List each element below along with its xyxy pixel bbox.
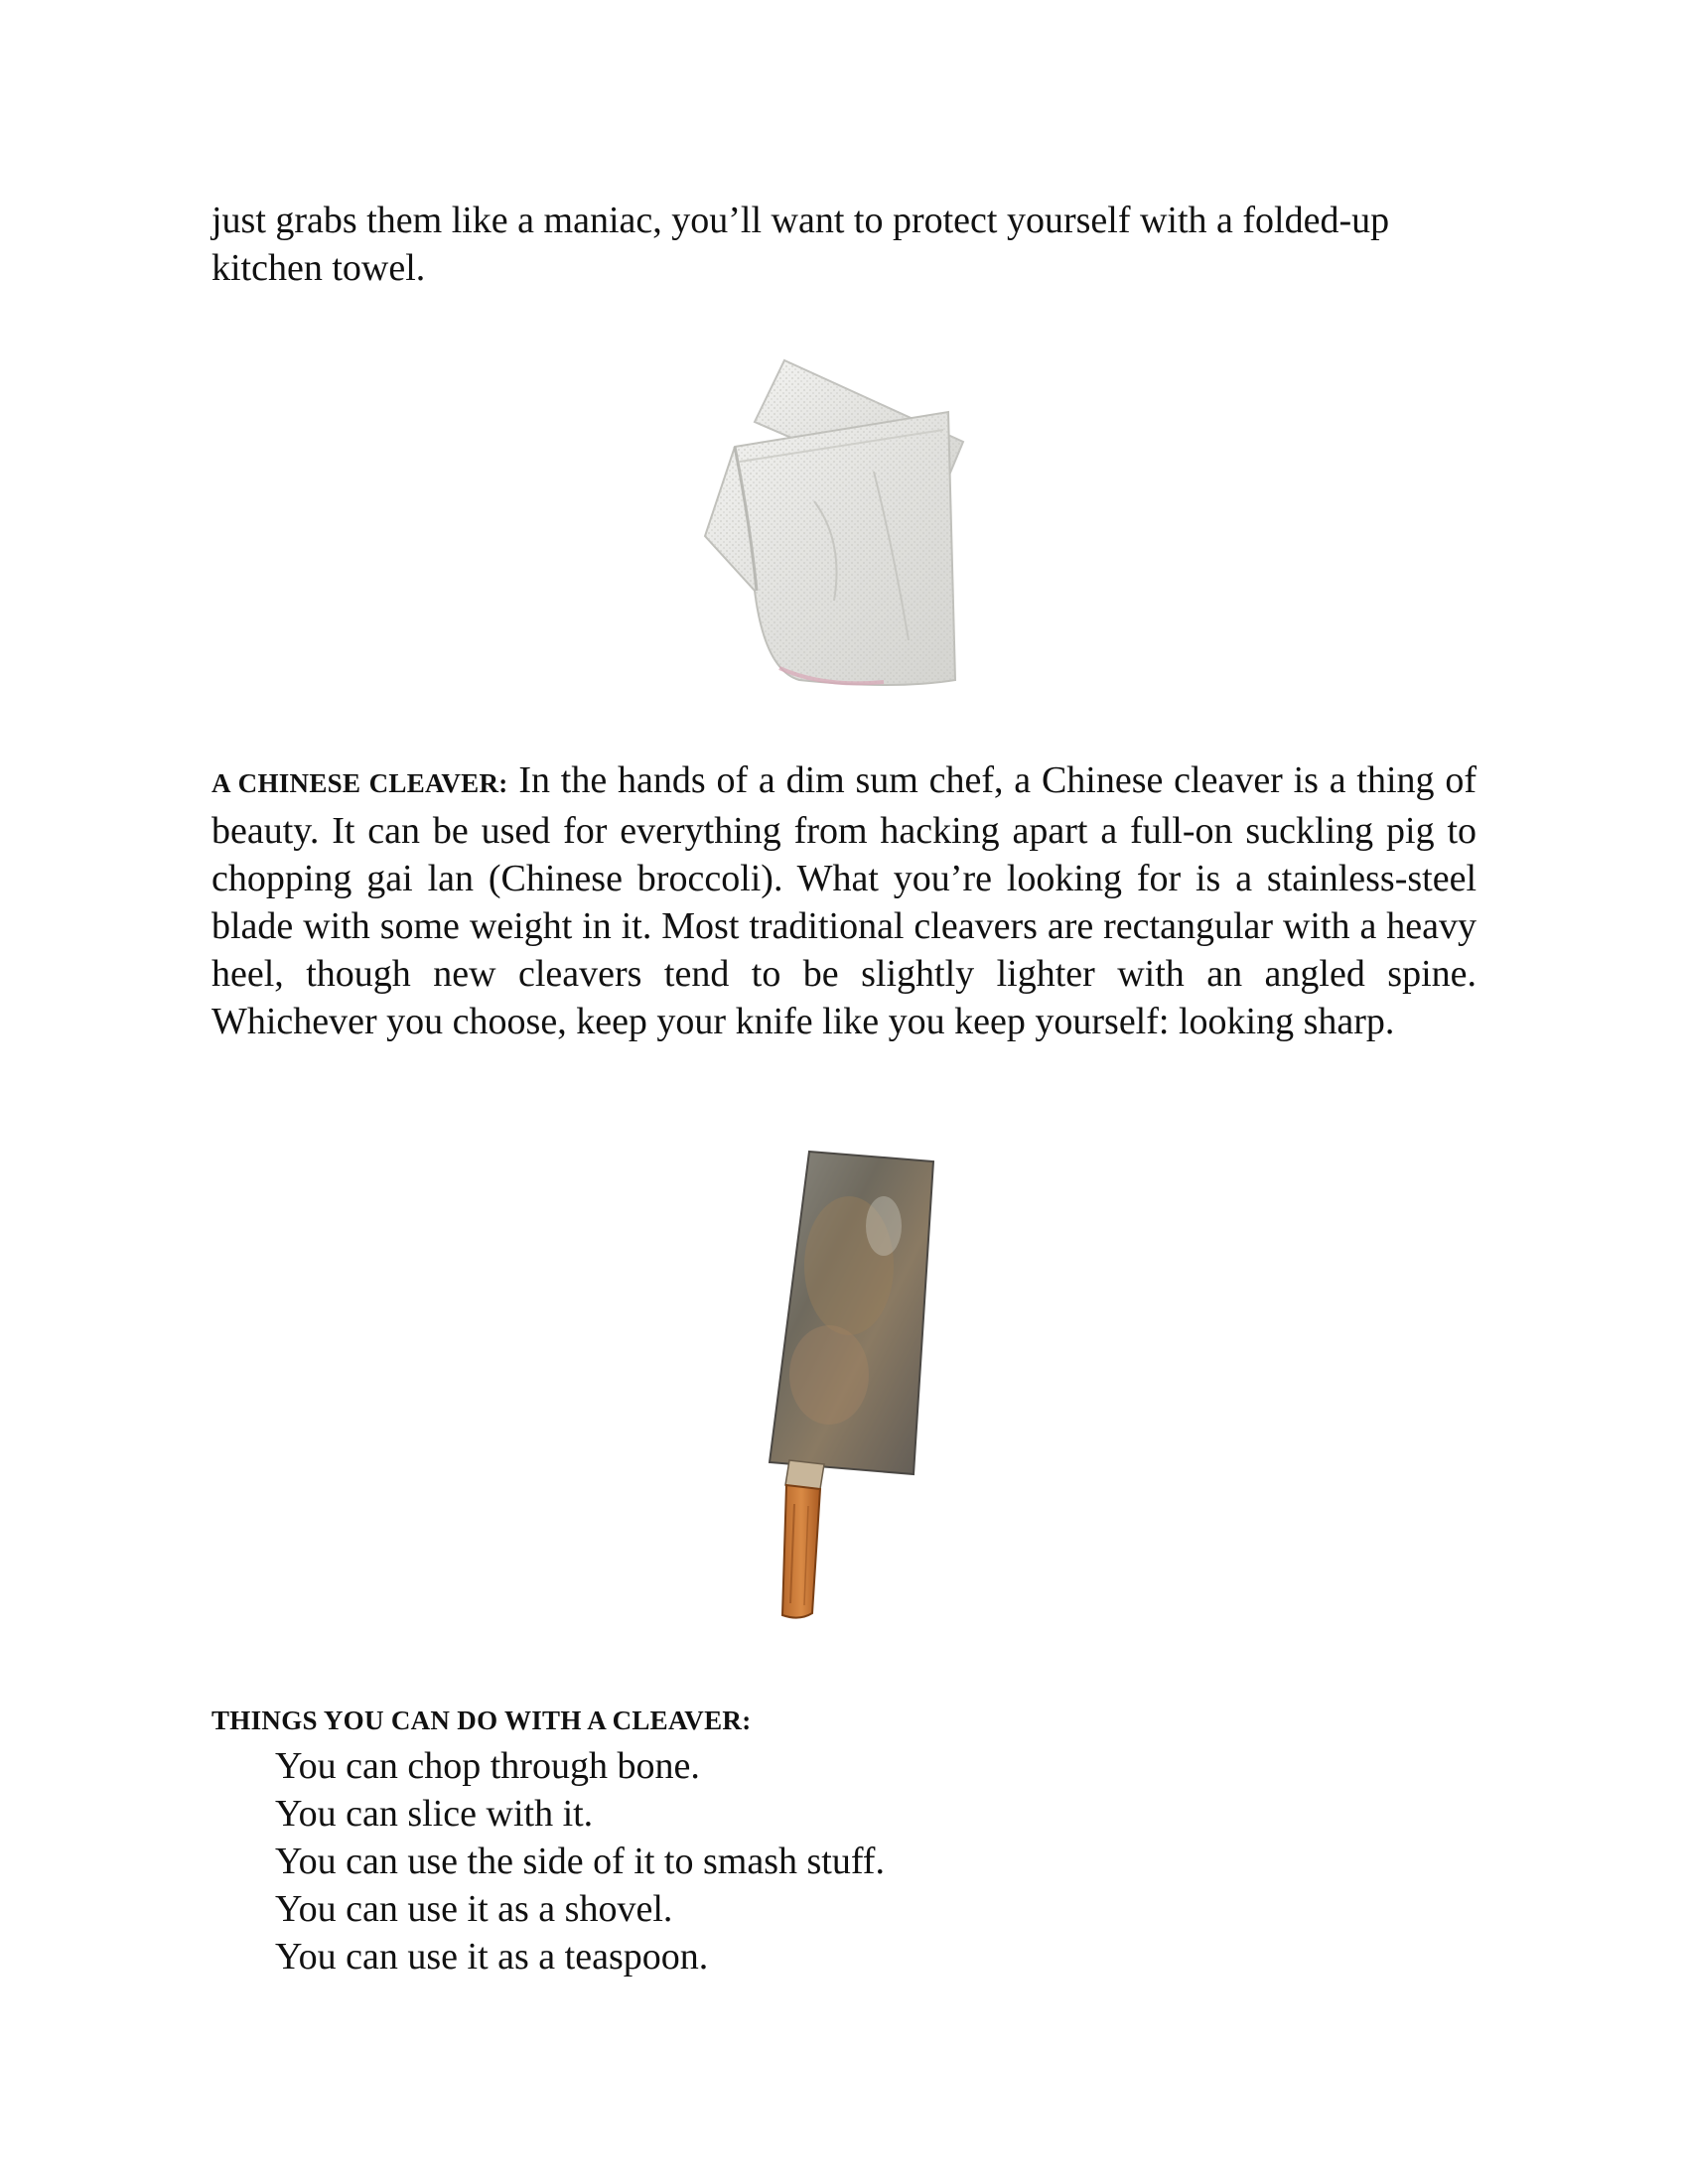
list-item: You can chop through bone. (275, 1745, 700, 1787)
cleaver-paragraph (211, 756, 1477, 1045)
list-item: You can use it as a shovel. (275, 1888, 673, 1930)
list-item: You can use the side of it to smash stuff. (275, 1841, 885, 1882)
folded-towel-image (695, 352, 973, 690)
things-heading: THINGS YOU CAN DO WITH A CLEAVER: (211, 1706, 752, 1735)
cleaver-body-text: In the hands of a dim sum chef, a Chinese cleaver is a thing of beauty. It can be used for everything from hacking apart a full-on suckling pig to chopping gai lan (Chinese broccoli). What you’re looking for is a stainless-steel blade with some weight in it. Most traditional cleavers are rectangular with a heavy heel, though new cleavers tend to be slightly lighter with an angled spine. Whichever you choose, keep your knife like you keep yourself: looking sharp. (211, 759, 1477, 1042)
chinese-cleaver-image (735, 1147, 953, 1633)
list-item: You can slice with it. (275, 1793, 594, 1835)
cleaver-lead-heading: A CHINESE CLEAVER: (211, 768, 508, 798)
list-item: You can use it as a teaspoon. (275, 1936, 709, 1978)
towel-icon (695, 352, 973, 690)
things-list (275, 1742, 885, 1980)
intro-paragraph: just grabs them like a maniac, you’ll want to protect yourself with a folded-up kitchen towel. (211, 200, 1390, 289)
cleaver-icon (735, 1147, 953, 1633)
